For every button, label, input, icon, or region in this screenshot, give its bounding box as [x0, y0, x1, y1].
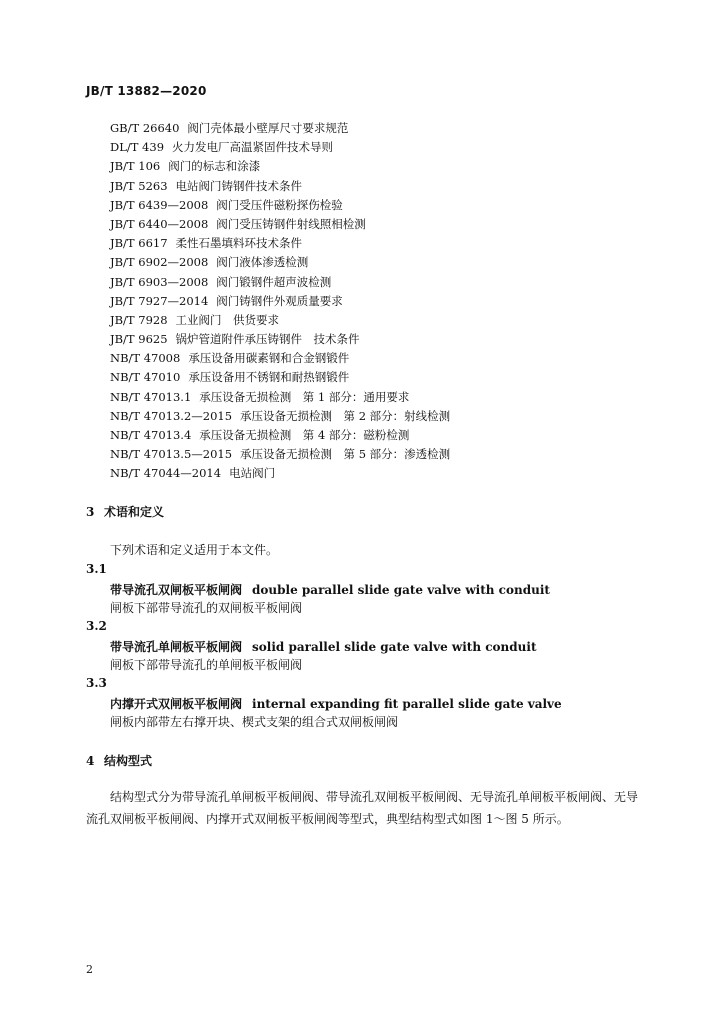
- reference-item: [110, 253, 450, 272]
- reference-item: [110, 311, 450, 330]
- reference-code: JB/T 5263: [110, 178, 168, 193]
- reference-code: NB/T 47008: [110, 351, 181, 366]
- reference-code: NB/T 47044—2014: [110, 466, 222, 481]
- reference-item: [110, 234, 450, 253]
- reference-title: 电站阀门铸钢件技术条件: [175, 178, 303, 193]
- section-3-heading: [86, 503, 164, 520]
- reference-code: NB/T 47013.4: [110, 428, 192, 442]
- section-number: 3: [86, 505, 95, 519]
- reference-item: [110, 292, 450, 311]
- term-name-zh: 带导流孔单闸板平板闸阀: [110, 640, 243, 654]
- reference-item: [110, 119, 450, 138]
- reference-code: JB/T 6902—2008: [110, 255, 209, 270]
- reference-title: 承压设备无损检测 第 2 部分：射线检测: [240, 408, 451, 423]
- reference-code: GB/T 26640: [110, 121, 180, 135]
- reference-item: [110, 368, 450, 387]
- term-number: 3.3: [86, 676, 107, 690]
- section-3-intro: 下列术语和定义适用于本文件。: [110, 543, 279, 557]
- reference-item: [110, 177, 450, 196]
- reference-item: [110, 445, 450, 464]
- reference-title: 承压设备用碳素钢和合金钢锻件: [188, 351, 350, 366]
- term-name-en: solid parallel slide gate valve with conduit: [252, 640, 537, 654]
- reference-item: [110, 215, 450, 234]
- standard-code-header: JB/T 13882—2020: [86, 84, 207, 98]
- term-name-en: double parallel slide gate valve with conduit: [252, 583, 550, 597]
- reference-title: 锅炉管道附件承压铸钢件 技术条件: [175, 332, 360, 347]
- reference-title: 柔性石墨填料环技术条件: [175, 236, 303, 251]
- reference-code: JB/T 7927—2014: [110, 293, 209, 308]
- term-name: [110, 695, 562, 712]
- reference-title: 阀门锻钢件超声波检测: [216, 274, 332, 289]
- reference-title: 火力发电厂高温紧固件技术导则: [172, 140, 334, 155]
- reference-item: [110, 330, 450, 349]
- reference-title: 阀门铸钢件外观质量要求: [216, 293, 343, 308]
- section-4-heading: [86, 752, 152, 769]
- term-number: 3.1: [86, 562, 107, 576]
- term-name: [110, 581, 550, 598]
- reference-title: 阀门液体渗透检测: [216, 255, 309, 270]
- reference-code: JB/T 6903—2008: [110, 274, 209, 289]
- reference-item: [110, 138, 450, 157]
- reference-title: 工业阀门 供货要求: [175, 312, 280, 327]
- reference-code: NB/T 47013.5—2015: [110, 447, 233, 462]
- reference-item: [110, 426, 450, 445]
- reference-title: 承压设备无损检测 第 4 部分：磁粉检测: [199, 428, 410, 442]
- reference-title: 承压设备无损检测 第 5 部分：渗透检测: [240, 447, 451, 462]
- term-definition: 闸板下部带导流孔的单闸板平板闸阀: [110, 658, 303, 672]
- reference-code: NB/T 47013.2—2015: [110, 408, 233, 423]
- reference-code: DL/T 439: [110, 140, 165, 155]
- term-name-zh: 内撑开式双闸板平板闸阀: [110, 697, 243, 711]
- reference-code: NB/T 47010: [110, 370, 181, 385]
- reference-item: [110, 464, 450, 483]
- reference-code: JB/T 7928: [110, 312, 168, 327]
- normative-references-list: [110, 119, 450, 484]
- section-4-body: 结构型式分为带导流孔单闸板平板闸阀、带导流孔双闸板平板闸阀、无导流孔单闸板平板闸阀、无导流孔双闸板平板闸阀、内撑开式双闸板平板闸阀等型式，典型结构型式如图 1～图 5 所示。: [86, 790, 639, 826]
- term-definition: 闸板内部带左右撑开块、楔式支架的组合式双闸板闸阀: [110, 715, 399, 729]
- reference-code: JB/T 6440—2008: [110, 216, 209, 231]
- reference-title: 承压设备用不锈钢和耐热钢锻件: [188, 370, 350, 385]
- reference-item: [110, 388, 450, 407]
- term-name-zh: 带导流孔双闸板平板闸阀: [110, 583, 243, 597]
- reference-code: JB/T 6617: [110, 236, 168, 251]
- section-number: 4: [86, 754, 95, 768]
- reference-title: 阀门壳体最小壁厚尺寸要求规范: [187, 121, 349, 135]
- page-number: 2: [86, 963, 93, 976]
- reference-code: NB/T 47013.1: [110, 389, 192, 404]
- reference-title: 阀门受压件磁粉探伤检验: [216, 197, 343, 212]
- section-title: 结构型式: [104, 754, 153, 768]
- reference-title: 承压设备无损检测 第 1 部分：通用要求: [199, 389, 410, 404]
- reference-title: 电站阀门: [229, 466, 276, 481]
- term-name-en: internal expanding fit parallel slide gate valve: [252, 697, 562, 711]
- reference-code: JB/T 106: [110, 159, 161, 174]
- reference-item: [110, 407, 450, 426]
- reference-title: 阀门受压铸钢件射线照相检测: [216, 216, 366, 231]
- reference-item: [110, 349, 450, 368]
- reference-code: JB/T 6439—2008: [110, 197, 209, 212]
- reference-item: [110, 157, 450, 176]
- section-title: 术语和定义: [104, 505, 165, 519]
- reference-code: JB/T 9625: [110, 332, 168, 347]
- term-number: 3.2: [86, 619, 107, 633]
- reference-title: 阀门的标志和涂漆: [168, 159, 261, 174]
- term-name: [110, 638, 537, 655]
- reference-item: [110, 196, 450, 215]
- reference-item: [110, 273, 450, 292]
- term-definition: 闸板下部带导流孔的双闸板平板闸阀: [110, 601, 303, 615]
